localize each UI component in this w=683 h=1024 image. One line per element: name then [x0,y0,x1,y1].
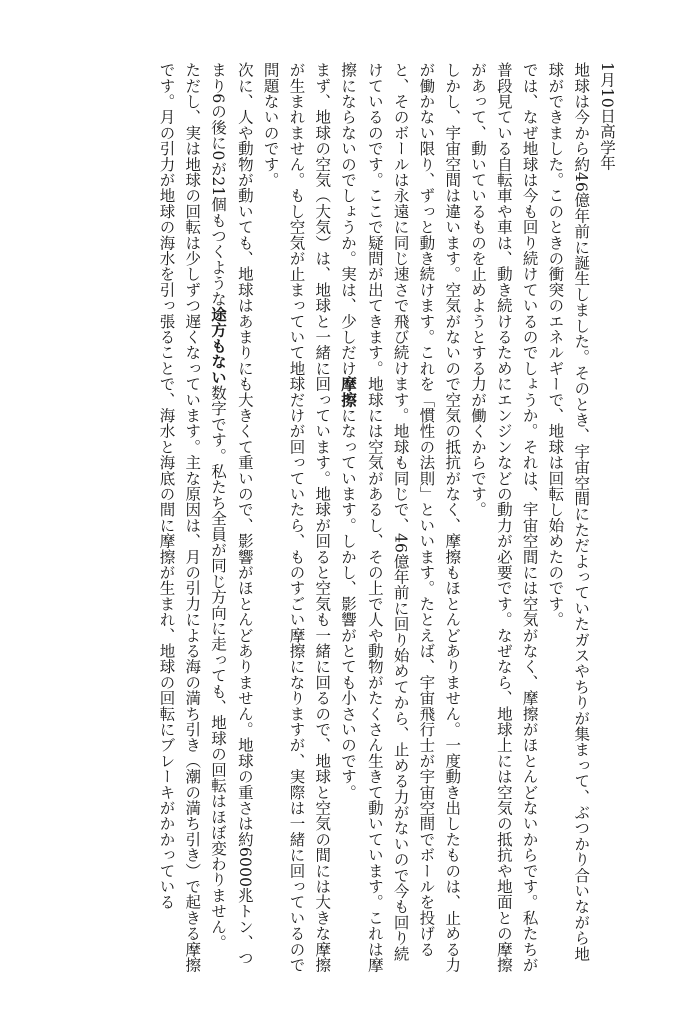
paragraph-text: 次に、人や動物が動いても、地球はあまりにも大きくて重いので、影響がほとんどありません。地球の重さは約6000兆トン、つまり6の後に0が21個もつくような [209,62,254,966]
paragraph-text: になっています。しかし、影響がとても小さいのです。 [339,407,358,800]
paragraph-p2 [464,62,541,974]
paragraph-text: しかし、宇宙空間は違います。空気がないので空気の抵抗がなく、摩擦もほとんどありません。一度動き出したものは、止める力が働かない限り、ずっと動き続けます。これを「慣性の法則」といいます。たとえば、宇宙飛行士が宇宙空間でボールを投げると、そのボールは永遠に同じ速さで飛び続けます。地球も同じで、46億年前に回り始めてから、止める力がないので今も回り続けているのです。ここで疑問が出てきます。地球には空気があるし、その上で人や動物がたくさん生きて動いています。これは摩擦にならないのでしょうか。実は、少しだけ [339,62,462,973]
paragraph-text: 数字です。私たち全員が同じ方向に走っても、地球の回転はほぼ変わりません。 [209,384,228,951]
paragraph-p3 [334,62,464,974]
paragraph-text: まず、地球の空気（大気）は、地球と一緒に回っています。地球が回ると空気も一緒に回るので、地球と空気の間には大きな摩擦が生まれません。もし空気が止まっていて地球だけが回っていたら、ものすごい摩擦になりますが、実際は一緒に回っているので問題ないのです。 [261,62,332,973]
emphasized-text: 途方もない [209,306,229,385]
paragraph-text: では、なぜ地球は今も回り続けているのでしょうか。それは、宇宙空間には空気がなく、摩擦がほとんどないからです。私たちが普段見ている自転車や車は、動き続けるためにエンジンなどの動力が必要です。なぜなら、地球上には空気の抵抗や地面との摩擦があって、動いているものを止めようとする力が働くからです。 [469,62,539,973]
paragraph-p1 [542,62,594,974]
paragraph-p5 [204,62,257,974]
vertical-text-body [153,62,619,974]
paragraph-text: ただし、実は地球の回転は少しずつ遅くなっています。主な原因は、月の引力による海の満ち引き（潮の満ち引き）で起きる摩擦です。月の引力が地球の海水を引っ張ることで、海水と海底の間に摩擦が生まれ、地球の回転にブレーキがかかっている [157,62,202,973]
emphasized-text: 摩擦 [339,376,359,408]
date-heading: 1月10日高学年 [598,62,616,171]
paragraph-p6 [153,62,205,974]
paragraph-text: 地球は今から約46億年前に誕生しました。そのとき、宇宙空間にただよっていたガスやちりが集まって、ぶつかり合いながら地球ができました。このときの衝突のエネルギーで、地球は回転し始めたのです。 [546,62,591,962]
paragraph-p4 [257,62,334,974]
